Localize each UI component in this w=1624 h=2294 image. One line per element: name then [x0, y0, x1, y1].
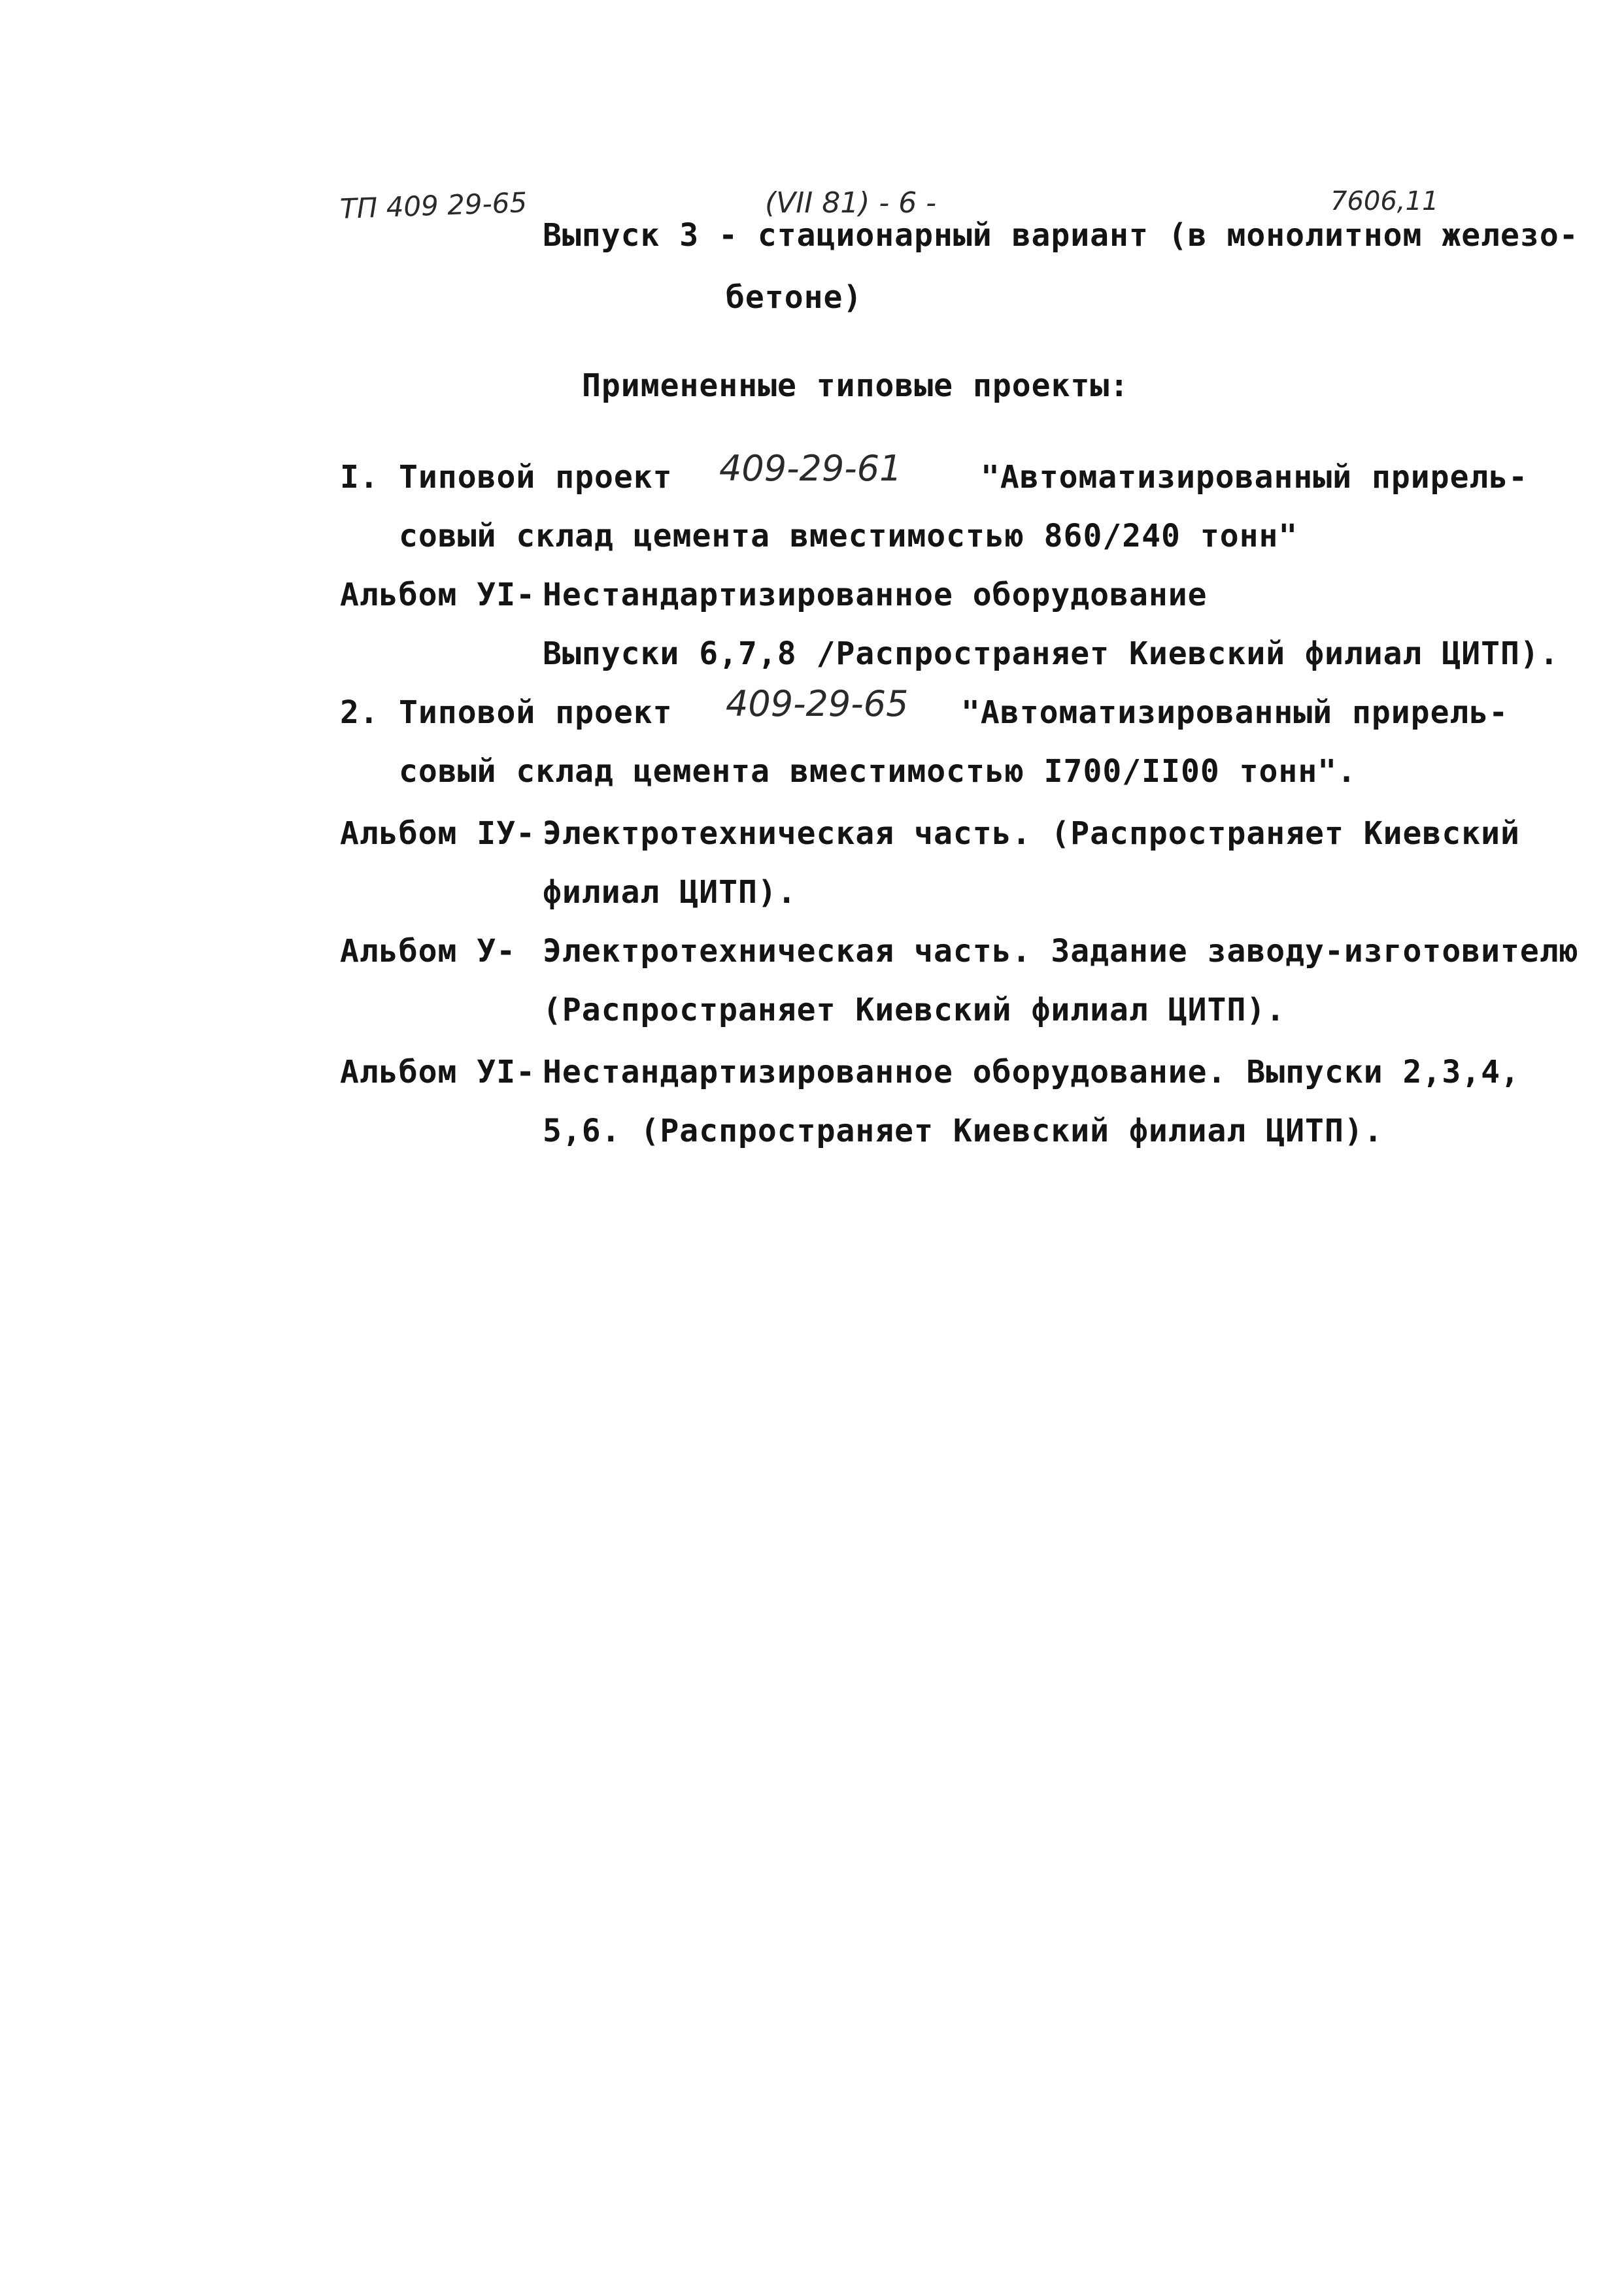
- item-2-title-line-1: "Автоматизированный прирель-: [961, 694, 1509, 731]
- document-code-left: ТП 409 29-65: [339, 186, 528, 225]
- item-2-number: 2.: [340, 694, 379, 731]
- album-2-text-line-2: филиал ЦИТП).: [543, 874, 797, 911]
- item-1-code: 409-29-61: [719, 448, 902, 489]
- album-4-label: Альбом УI-: [340, 1054, 535, 1090]
- album-3-text-line-2: (Распространяет Киевский филиал ЦИТП).: [543, 992, 1286, 1028]
- item-1-number: I.: [340, 459, 379, 496]
- issue-title-line-1: Выпуск 3 - стационарный вариант (в монолитном железо-: [543, 217, 1579, 254]
- item-2-code: 409-29-65: [726, 683, 909, 724]
- album-4-text-line-1: Нестандартизированное оборудование. Выпуски 2,3,4,: [543, 1054, 1520, 1090]
- album-4-text-line-2: 5,6. (Распространяет Киевский филиал ЦИТП).: [543, 1113, 1383, 1149]
- issue-title-line-2: бетоне): [726, 279, 863, 316]
- album-2-label: Альбом IУ-: [340, 815, 535, 852]
- album-1-text-line-1: Нестандартизированное оборудование: [543, 577, 1208, 613]
- item-1-title-line-2: совый склад цемента вместимостью 860/240 тонн": [399, 518, 1298, 554]
- sheet-number: (VII 81) - 6 -: [765, 186, 937, 220]
- album-1-label: Альбом УI-: [340, 577, 535, 613]
- item-1-title-line-1: "Автоматизированный прирель-: [981, 459, 1529, 496]
- album-2-text-line-1: Электротехническая часть. (Распространяет Киевский: [543, 815, 1520, 852]
- item-1-label: Типовой проект: [399, 459, 673, 496]
- item-2-title-line-2: совый склад цемента вместимостью I700/II00 тонн".: [399, 753, 1357, 790]
- album-3-label: Альбом У-: [340, 933, 516, 970]
- section-heading: Примененные типовые проекты:: [582, 367, 1130, 404]
- album-1-text-line-2: Выпуски 6,7,8 /Распространяет Киевский филиал ЦИТП).: [543, 635, 1559, 672]
- album-3-text-line-1: Электротехническая часть. Задание заводу-изготовителю: [543, 933, 1579, 970]
- item-2-label: Типовой проект: [399, 694, 673, 731]
- inventory-number: 7606,11: [1330, 186, 1439, 216]
